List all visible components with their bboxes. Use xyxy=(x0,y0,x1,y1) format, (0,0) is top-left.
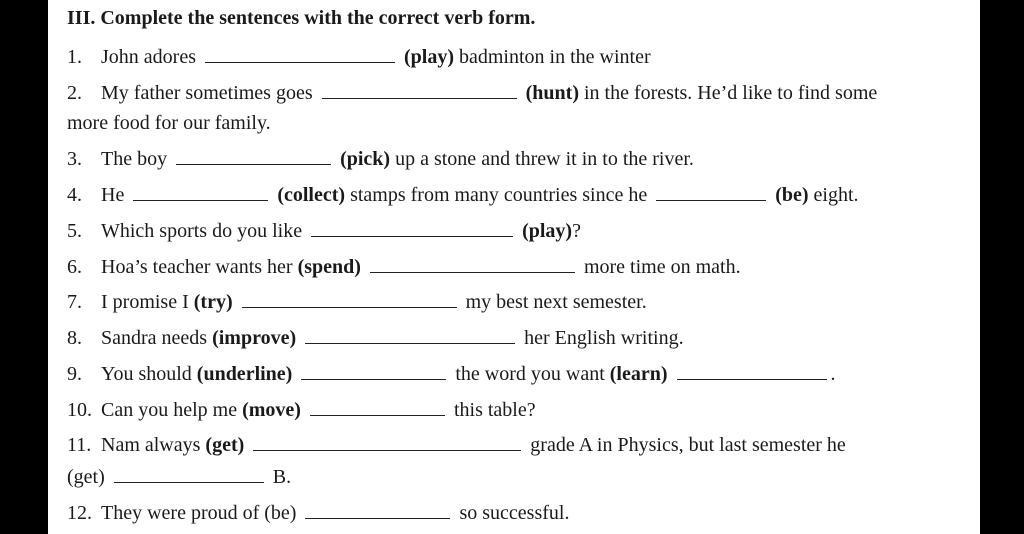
item-number: 5. xyxy=(67,220,82,242)
sentence-text: . xyxy=(830,363,836,385)
verb-hint: (try) xyxy=(193,291,233,313)
verb-hint: (pick) xyxy=(340,148,391,170)
sentence-text: My father sometimes goes xyxy=(101,82,313,104)
item-number: 12. xyxy=(67,502,92,524)
answer-blank[interactable] xyxy=(310,397,445,416)
worksheet-page xyxy=(48,0,980,534)
sentence-text: They were proud of (be) xyxy=(101,502,297,524)
sentence-text: Nam always xyxy=(101,434,201,456)
sentence-text: Sandra needs xyxy=(101,327,208,349)
sentence-text: so successful. xyxy=(459,502,570,524)
sentence-8 xyxy=(67,325,684,350)
verb-hint: (hunt) xyxy=(525,82,579,104)
sentence-11-continued xyxy=(67,464,291,489)
item-number: 4. xyxy=(67,184,82,206)
answer-blank[interactable] xyxy=(677,361,827,380)
item-number: 1. xyxy=(67,46,82,68)
item-number: 3. xyxy=(67,148,82,170)
answer-blank[interactable] xyxy=(205,44,395,63)
answer-blank[interactable] xyxy=(176,146,331,165)
item-number: 7. xyxy=(67,291,82,313)
verb-hint: (be) xyxy=(775,184,809,206)
answer-blank[interactable] xyxy=(133,182,268,201)
sentence-text: more food for our family. xyxy=(67,112,271,134)
answer-blank[interactable] xyxy=(370,254,575,273)
sentence-7 xyxy=(67,289,647,314)
sentence-text: The boy xyxy=(101,148,168,170)
answer-blank[interactable] xyxy=(242,289,457,308)
verb-hint: (underline) xyxy=(196,363,293,385)
answer-blank[interactable] xyxy=(656,182,766,201)
answer-blank[interactable] xyxy=(311,218,513,237)
sentence-text: He xyxy=(101,184,125,206)
sentence-text: my best next semester. xyxy=(465,291,647,313)
item-number: 2. xyxy=(67,82,82,104)
answer-blank[interactable] xyxy=(305,325,515,344)
answer-blank[interactable] xyxy=(114,464,264,483)
sentence-text: in the forests. He’d like to find some xyxy=(583,82,878,104)
sentence-text: her English writing. xyxy=(524,327,684,349)
sentence-6 xyxy=(67,254,741,279)
answer-blank[interactable] xyxy=(322,80,517,99)
sentence-text: badminton in the winter xyxy=(458,46,651,68)
sentence-2 xyxy=(67,80,877,105)
sentence-4 xyxy=(67,182,859,207)
sentence-9 xyxy=(67,361,836,386)
sentence-1 xyxy=(67,44,651,69)
sentence-text: eight. xyxy=(813,184,859,206)
sentence-text: B. xyxy=(272,466,292,488)
answer-blank[interactable] xyxy=(305,500,450,519)
left-black-margin xyxy=(0,0,48,534)
verb-hint: (improve) xyxy=(212,327,297,349)
sentence-text: ? xyxy=(572,220,581,242)
sentence-text: up a stone and threw it in to the river. xyxy=(395,148,694,170)
verb-hint: (play) xyxy=(522,220,573,242)
sentence-text: this table? xyxy=(453,399,536,421)
item-number: 9. xyxy=(67,363,82,385)
sentence-12 xyxy=(67,500,569,525)
item-number: 11. xyxy=(67,434,92,456)
sentence-text: more time on math. xyxy=(583,256,741,278)
answer-blank[interactable] xyxy=(253,432,521,451)
verb-hint: (move) xyxy=(242,399,301,421)
verb-hint: (get) xyxy=(67,466,105,488)
sentence-2-continued xyxy=(67,111,271,135)
sentence-10 xyxy=(67,397,536,422)
verb-hint: (play) xyxy=(403,46,454,68)
sentence-text: grade A in Physics, but last semester he xyxy=(530,434,846,456)
item-number: 10. xyxy=(67,399,92,421)
sentence-text: I promise I xyxy=(101,291,189,313)
sentence-11 xyxy=(67,432,846,457)
item-number: 8. xyxy=(67,327,82,349)
sentence-text: stamps from many countries since he xyxy=(350,184,648,206)
sentence-3 xyxy=(67,146,694,171)
sentence-text: Hoa’s teacher wants her xyxy=(101,256,293,278)
verb-hint: (learn) xyxy=(609,363,668,385)
sentence-text: John adores xyxy=(101,46,196,68)
sentence-5 xyxy=(67,218,581,243)
verb-hint: (spend) xyxy=(297,256,361,278)
sentence-text: You should xyxy=(101,363,192,385)
exercise-heading: III. Complete the sentences with the correct verb form. xyxy=(67,7,536,29)
verb-hint: (collect) xyxy=(277,184,346,206)
item-number: 6. xyxy=(67,256,82,278)
sentence-text: Which sports do you like xyxy=(101,220,303,242)
right-black-margin xyxy=(980,0,1024,534)
answer-blank[interactable] xyxy=(301,361,446,380)
sentence-text: Can you help me xyxy=(101,399,238,421)
verb-hint: (get) xyxy=(205,434,245,456)
sentence-text: the word you want xyxy=(455,363,605,385)
